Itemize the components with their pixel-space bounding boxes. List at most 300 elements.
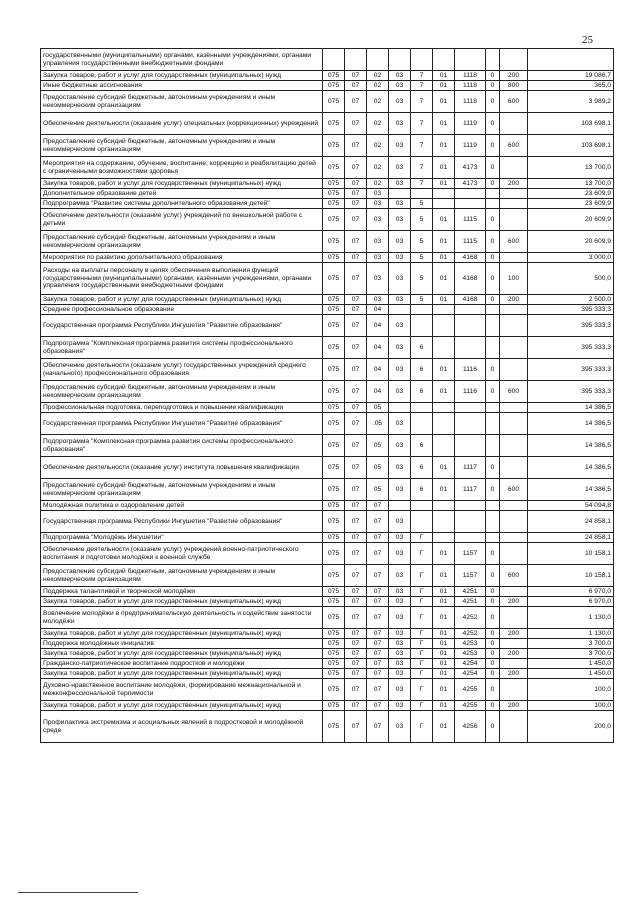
direction-code: 4253 xyxy=(455,639,486,649)
section-code: 07 xyxy=(345,381,367,403)
main-event-code: 01 xyxy=(433,543,455,565)
expense-kind-b xyxy=(500,359,528,381)
ministry-code: 075 xyxy=(323,199,345,209)
program-code: 03 xyxy=(389,533,411,543)
subsection-code: 04 xyxy=(367,315,389,337)
expense-kind-b xyxy=(500,209,528,231)
amount-cell: 3 000,0 xyxy=(528,253,614,263)
section-code: 07 xyxy=(345,403,367,413)
amount-cell: 14 386,5 xyxy=(528,457,614,479)
direction-code xyxy=(455,501,486,511)
expense-kind-a xyxy=(486,435,500,457)
subprogram-code: 7 xyxy=(411,81,433,91)
subsection-code: 04 xyxy=(367,337,389,359)
direction-code: 1157 xyxy=(455,543,486,565)
table-row xyxy=(41,315,614,337)
subsection-code: 07 xyxy=(367,711,389,743)
ministry-code: 075 xyxy=(323,669,345,679)
amount-cell: 14 386,5 xyxy=(528,435,614,457)
row-description: Закупка товаров, работ и услуг для государственных (муниципальных) нужд xyxy=(41,295,323,305)
amount-cell: 14 386,5 xyxy=(528,413,614,435)
subsection-code: 07 xyxy=(367,659,389,669)
program-code: 03 xyxy=(389,71,411,81)
direction-code xyxy=(455,199,486,209)
row-description: Гражданско-патриотическое воспитание подростков и молодёжи xyxy=(41,659,323,669)
subprogram-code: 7 xyxy=(411,157,433,179)
expense-kind-a: 0 xyxy=(486,113,500,135)
program-code: 03 xyxy=(389,315,411,337)
row-description: Духовно-нравственное воспитание молодёжи, формирование межнациональной и межконфессиональной терпимости xyxy=(41,679,323,701)
table-row xyxy=(41,413,614,435)
direction-code xyxy=(455,413,486,435)
ministry-code: 075 xyxy=(323,381,345,403)
row-description: Подпрограмма "Развитие системы дополнительного образования детей" xyxy=(41,199,323,209)
direction-code: 1116 xyxy=(455,381,486,403)
table-row xyxy=(41,81,614,91)
ministry-code: 075 xyxy=(323,295,345,305)
ministry-code: 075 xyxy=(323,337,345,359)
row-description: Мероприятия на содержание, обучение, воспитание, коррекцию и реабилитацию детей с ограниченными возможностями здоровья xyxy=(41,157,323,179)
ministry-code: 075 xyxy=(323,711,345,743)
subprogram-code: 7 xyxy=(411,135,433,157)
table-row xyxy=(41,587,614,597)
ministry-code: 075 xyxy=(323,501,345,511)
subprogram-code: Г xyxy=(411,649,433,659)
expense-kind-a: 0 xyxy=(486,157,500,179)
direction-code xyxy=(455,189,486,199)
section-code: 07 xyxy=(345,587,367,597)
section-code: 07 xyxy=(345,479,367,501)
subprogram-code: Г xyxy=(411,669,433,679)
program-code: 03 xyxy=(389,711,411,743)
expense-kind-b xyxy=(500,659,528,669)
program-code: 03 xyxy=(389,295,411,305)
direction-code: 1115 xyxy=(455,209,486,231)
program-code: 03 xyxy=(389,231,411,253)
ministry-code: 075 xyxy=(323,649,345,659)
section-code: 07 xyxy=(345,231,367,253)
ministry-code: 075 xyxy=(323,403,345,413)
table-row xyxy=(41,435,614,457)
subprogram-code: 6 xyxy=(411,359,433,381)
main-event-code xyxy=(433,533,455,543)
main-event-code: 01 xyxy=(433,679,455,701)
expense-kind-a xyxy=(486,305,500,315)
main-event-code: 01 xyxy=(433,157,455,179)
expense-kind-b: 200 xyxy=(500,669,528,679)
section-code: 07 xyxy=(345,359,367,381)
expense-kind-a: 0 xyxy=(486,711,500,743)
expense-kind-a: 0 xyxy=(486,607,500,629)
section-code: 07 xyxy=(345,295,367,305)
ministry-code: 075 xyxy=(323,189,345,199)
row-description: Расходы на выплаты персоналу в целях обеспечения выполнения функций государственными (муниципальными) органами, казёнными учреждениями, органами управления государственными внебюджетными фондами xyxy=(41,263,323,295)
subsection-code: 07 xyxy=(367,533,389,543)
main-event-code xyxy=(433,49,455,71)
direction-code: 4256 xyxy=(455,711,486,743)
subprogram-code: Г xyxy=(411,629,433,639)
expense-kind-a: 0 xyxy=(486,179,500,189)
table-row xyxy=(41,659,614,669)
ministry-code: 075 xyxy=(323,359,345,381)
main-event-code xyxy=(433,305,455,315)
ministry-code: 075 xyxy=(323,413,345,435)
program-code: 03 xyxy=(389,337,411,359)
subsection-code: 07 xyxy=(367,629,389,639)
amount-cell: 14 386,5 xyxy=(528,479,614,501)
program-code: 03 xyxy=(389,91,411,113)
direction-code xyxy=(455,337,486,359)
amount-cell: 2 500,0 xyxy=(528,295,614,305)
subprogram-code: 6 xyxy=(411,457,433,479)
direction-code xyxy=(455,49,486,71)
section-code: 07 xyxy=(345,263,367,295)
amount-cell: 100,0 xyxy=(528,701,614,711)
row-description: Обеспечение деятельности (оказание услуг) учреждений военно-патриотического воспитания и подготовки молодёжи к военной службе xyxy=(41,543,323,565)
table-row xyxy=(41,607,614,629)
program-code: 03 xyxy=(389,669,411,679)
section-code: 07 xyxy=(345,543,367,565)
program-code: 03 xyxy=(389,381,411,403)
row-description: Профилактика экстремизма и асоциальных явлений в подростковой и молодёжной среде xyxy=(41,711,323,743)
main-event-code: 01 xyxy=(433,457,455,479)
direction-code: 1118 xyxy=(455,81,486,91)
main-event-code: 01 xyxy=(433,587,455,597)
table-row xyxy=(41,597,614,607)
program-code xyxy=(389,49,411,71)
subsection-code: 05 xyxy=(367,403,389,413)
program-code: 03 xyxy=(389,435,411,457)
main-event-code: 01 xyxy=(433,359,455,381)
subprogram-code: 6 xyxy=(411,337,433,359)
subsection-code: 03 xyxy=(367,263,389,295)
section-code: 07 xyxy=(345,659,367,669)
subprogram-code xyxy=(411,305,433,315)
main-event-code xyxy=(433,435,455,457)
expense-kind-b xyxy=(500,711,528,743)
main-event-code: 01 xyxy=(433,649,455,659)
table-row xyxy=(41,629,614,639)
main-event-code: 01 xyxy=(433,701,455,711)
amount-cell: 24 858,1 xyxy=(528,511,614,533)
expense-kind-a: 0 xyxy=(486,669,500,679)
program-code: 03 xyxy=(389,607,411,629)
section-code: 07 xyxy=(345,669,367,679)
direction-code xyxy=(455,403,486,413)
expense-kind-a: 0 xyxy=(486,359,500,381)
table-row xyxy=(41,711,614,743)
ministry-code: 075 xyxy=(323,629,345,639)
subsection-code: 04 xyxy=(367,305,389,315)
amount-cell: 13 700,0 xyxy=(528,179,614,189)
subsection-code: 07 xyxy=(367,543,389,565)
amount-cell: 20 609,9 xyxy=(528,209,614,231)
section-code: 07 xyxy=(345,435,367,457)
table-row xyxy=(41,71,614,81)
expense-kind-a xyxy=(486,49,500,71)
expense-kind-a xyxy=(486,413,500,435)
subprogram-code: 5 xyxy=(411,199,433,209)
amount-cell: 100,0 xyxy=(528,679,614,701)
table-row xyxy=(41,263,614,295)
amount-cell: 10 158,1 xyxy=(528,565,614,587)
section-code: 07 xyxy=(345,607,367,629)
section-code: 07 xyxy=(345,81,367,91)
program-code xyxy=(389,501,411,511)
direction-code: 1117 xyxy=(455,479,486,501)
main-event-code: 01 xyxy=(433,607,455,629)
row-description: Предоставление субсидий бюджетным, автономным учреждениям и иным некоммерческим организациям xyxy=(41,381,323,403)
table-row xyxy=(41,543,614,565)
expense-kind-a: 0 xyxy=(486,457,500,479)
subprogram-code: Г xyxy=(411,587,433,597)
ministry-code: 075 xyxy=(323,113,345,135)
table-row xyxy=(41,479,614,501)
direction-code: 4252 xyxy=(455,607,486,629)
expense-kind-a: 0 xyxy=(486,649,500,659)
program-code: 03 xyxy=(389,649,411,659)
main-event-code: 01 xyxy=(433,231,455,253)
expense-kind-a: 0 xyxy=(486,565,500,587)
main-event-code: 01 xyxy=(433,629,455,639)
main-event-code: 01 xyxy=(433,135,455,157)
row-description: Предоставление субсидий бюджетным, автономным учреждениям и иным некоммерческим организациям xyxy=(41,565,323,587)
expense-kind-a: 0 xyxy=(486,71,500,81)
section-code: 07 xyxy=(345,597,367,607)
table-row xyxy=(41,457,614,479)
subprogram-code xyxy=(411,189,433,199)
table-row xyxy=(41,231,614,253)
ministry-code: 075 xyxy=(323,231,345,253)
main-event-code: 01 xyxy=(433,81,455,91)
table-row xyxy=(41,337,614,359)
program-code: 03 xyxy=(389,659,411,669)
ministry-code: 075 xyxy=(323,157,345,179)
subprogram-code: 6 xyxy=(411,381,433,403)
table-row xyxy=(41,305,614,315)
subsection-code: 02 xyxy=(367,71,389,81)
amount-cell: 3 700,0 xyxy=(528,649,614,659)
amount-cell: 365,0 xyxy=(528,81,614,91)
amount-cell: 395 333,3 xyxy=(528,337,614,359)
expense-kind-b xyxy=(500,501,528,511)
amount-cell: 19 086,7 xyxy=(528,71,614,81)
subprogram-code: 6 xyxy=(411,479,433,501)
subprogram-code: 7 xyxy=(411,71,433,81)
budget-table xyxy=(40,48,614,743)
row-description: Поддержка молодёжных инициатив xyxy=(41,639,323,649)
ministry-code: 075 xyxy=(323,305,345,315)
subsection-code: 03 xyxy=(367,253,389,263)
expense-kind-b: 600 xyxy=(500,479,528,501)
subprogram-code xyxy=(411,413,433,435)
direction-code: 4252 xyxy=(455,629,486,639)
table-row xyxy=(41,199,614,209)
expense-kind-a: 0 xyxy=(486,209,500,231)
subsection-code: 05 xyxy=(367,457,389,479)
amount-cell: 395 333,3 xyxy=(528,359,614,381)
main-event-code: 01 xyxy=(433,597,455,607)
subsection-code: 07 xyxy=(367,565,389,587)
expense-kind-a xyxy=(486,403,500,413)
ministry-code: 075 xyxy=(323,565,345,587)
expense-kind-a: 0 xyxy=(486,135,500,157)
main-event-code: 01 xyxy=(433,253,455,263)
section-code: 07 xyxy=(345,315,367,337)
program-code: 03 xyxy=(389,157,411,179)
subprogram-code: Г xyxy=(411,597,433,607)
row-description: Закупка товаров, работ и услуг для государственных (муниципальных) нужд xyxy=(41,597,323,607)
program-code: 03 xyxy=(389,359,411,381)
subprogram-code xyxy=(411,403,433,413)
direction-code: 1119 xyxy=(455,113,486,135)
section-code: 07 xyxy=(345,413,367,435)
amount-cell: 395 333,3 xyxy=(528,381,614,403)
amount-cell xyxy=(528,49,614,71)
expense-kind-b xyxy=(500,315,528,337)
program-code xyxy=(389,189,411,199)
direction-code xyxy=(455,533,486,543)
expense-kind-b xyxy=(500,679,528,701)
row-description: Закупка товаров, работ и услуг для государственных (муниципальных) нужд xyxy=(41,71,323,81)
program-code: 03 xyxy=(389,587,411,597)
table-row xyxy=(41,533,614,543)
table-row xyxy=(41,639,614,649)
section-code: 07 xyxy=(345,199,367,209)
row-description: государственными (муниципальными) органами, казёнными учреждениями, органами управления государственными внебюджетными фондами xyxy=(41,49,323,71)
row-description: Среднее профессиональное образование xyxy=(41,305,323,315)
subsection-code: 07 xyxy=(367,511,389,533)
amount-cell: 1 130,0 xyxy=(528,607,614,629)
program-code: 03 xyxy=(389,263,411,295)
subprogram-code: Г xyxy=(411,565,433,587)
program-code: 03 xyxy=(389,629,411,639)
section-code: 07 xyxy=(345,113,367,135)
amount-cell: 1 130,0 xyxy=(528,629,614,639)
expense-kind-a xyxy=(486,337,500,359)
expense-kind-b xyxy=(500,305,528,315)
section-code: 07 xyxy=(345,649,367,659)
ministry-code xyxy=(323,49,345,71)
expense-kind-b xyxy=(500,511,528,533)
direction-code: 4173 xyxy=(455,157,486,179)
program-code: 03 xyxy=(389,543,411,565)
direction-code: 1119 xyxy=(455,135,486,157)
row-description: Молодёжная политика и оздоровление детей xyxy=(41,501,323,511)
table-row xyxy=(41,381,614,403)
row-description: Дополнительное образование детей xyxy=(41,189,323,199)
subsection-code: 07 xyxy=(367,607,389,629)
expense-kind-b xyxy=(500,435,528,457)
table-row xyxy=(41,565,614,587)
subprogram-code: 6 xyxy=(411,435,433,457)
amount-cell: 10 158,1 xyxy=(528,543,614,565)
expense-kind-b: 600 xyxy=(500,91,528,113)
subprogram-code: 5 xyxy=(411,253,433,263)
expense-kind-a: 0 xyxy=(486,679,500,701)
expense-kind-b: 200 xyxy=(500,649,528,659)
table-row xyxy=(41,49,614,71)
row-description: Иные бюджетные ассигнования xyxy=(41,81,323,91)
main-event-code xyxy=(433,189,455,199)
row-description: Подпрограмма "Молодёжь Ингушетии" xyxy=(41,533,323,543)
section-code: 07 xyxy=(345,135,367,157)
amount-cell: 14 386,5 xyxy=(528,403,614,413)
section-code xyxy=(345,49,367,71)
direction-code: 1118 xyxy=(455,91,486,113)
expense-kind-b: 600 xyxy=(500,381,528,403)
program-code: 03 xyxy=(389,457,411,479)
direction-code: 1118 xyxy=(455,71,486,81)
section-code: 07 xyxy=(345,209,367,231)
row-description: Профессиональная подготовка, переподготовка и повышение квалификации xyxy=(41,403,323,413)
amount-cell: 6 970,0 xyxy=(528,597,614,607)
ministry-code: 075 xyxy=(323,533,345,543)
expense-kind-a xyxy=(486,189,500,199)
expense-kind-a xyxy=(486,533,500,543)
expense-kind-a: 0 xyxy=(486,659,500,669)
program-code xyxy=(389,305,411,315)
subsection-code: 04 xyxy=(367,381,389,403)
expense-kind-a: 0 xyxy=(486,479,500,501)
ministry-code: 075 xyxy=(323,179,345,189)
amount-cell: 13 700,0 xyxy=(528,157,614,179)
direction-code xyxy=(455,435,486,457)
table-row xyxy=(41,359,614,381)
ministry-code: 075 xyxy=(323,511,345,533)
expense-kind-b: 600 xyxy=(500,231,528,253)
expense-kind-a: 0 xyxy=(486,263,500,295)
program-code xyxy=(389,403,411,413)
subprogram-code xyxy=(411,49,433,71)
main-event-code: 01 xyxy=(433,479,455,501)
ministry-code: 075 xyxy=(323,587,345,597)
expense-kind-a: 0 xyxy=(486,253,500,263)
amount-cell: 6 970,0 xyxy=(528,587,614,597)
row-description: Обеспечение деятельности (оказание услуг) государственных учреждений среднего (начального) профессионального образования xyxy=(41,359,323,381)
direction-code xyxy=(455,511,486,533)
direction-code: 4255 xyxy=(455,701,486,711)
program-code: 03 xyxy=(389,413,411,435)
amount-cell: 395 333,3 xyxy=(528,315,614,337)
main-event-code: 01 xyxy=(433,91,455,113)
ministry-code: 075 xyxy=(323,457,345,479)
subsection-code: 05 xyxy=(367,435,389,457)
expense-kind-b: 800 xyxy=(500,81,528,91)
ministry-code: 075 xyxy=(323,135,345,157)
direction-code: 1116 xyxy=(455,359,486,381)
subprogram-code: Г xyxy=(411,659,433,669)
subsection-code: 03 xyxy=(367,295,389,305)
direction-code: 4168 xyxy=(455,253,486,263)
table-row xyxy=(41,189,614,199)
main-event-code: 01 xyxy=(433,711,455,743)
direction-code xyxy=(455,315,486,337)
direction-code: 4168 xyxy=(455,263,486,295)
section-code: 07 xyxy=(345,337,367,359)
table-row xyxy=(41,511,614,533)
amount-cell: 1 450,0 xyxy=(528,659,614,669)
subsection-code: 03 xyxy=(367,209,389,231)
section-code: 07 xyxy=(345,157,367,179)
section-code: 07 xyxy=(345,253,367,263)
expense-kind-a: 0 xyxy=(486,81,500,91)
program-code: 03 xyxy=(389,597,411,607)
program-code: 03 xyxy=(389,639,411,649)
row-description: Закупка товаров, работ и услуг для государственных (муниципальных) нужд xyxy=(41,179,323,189)
amount-cell: 3 989,2 xyxy=(528,91,614,113)
bottom-rule xyxy=(18,892,138,893)
